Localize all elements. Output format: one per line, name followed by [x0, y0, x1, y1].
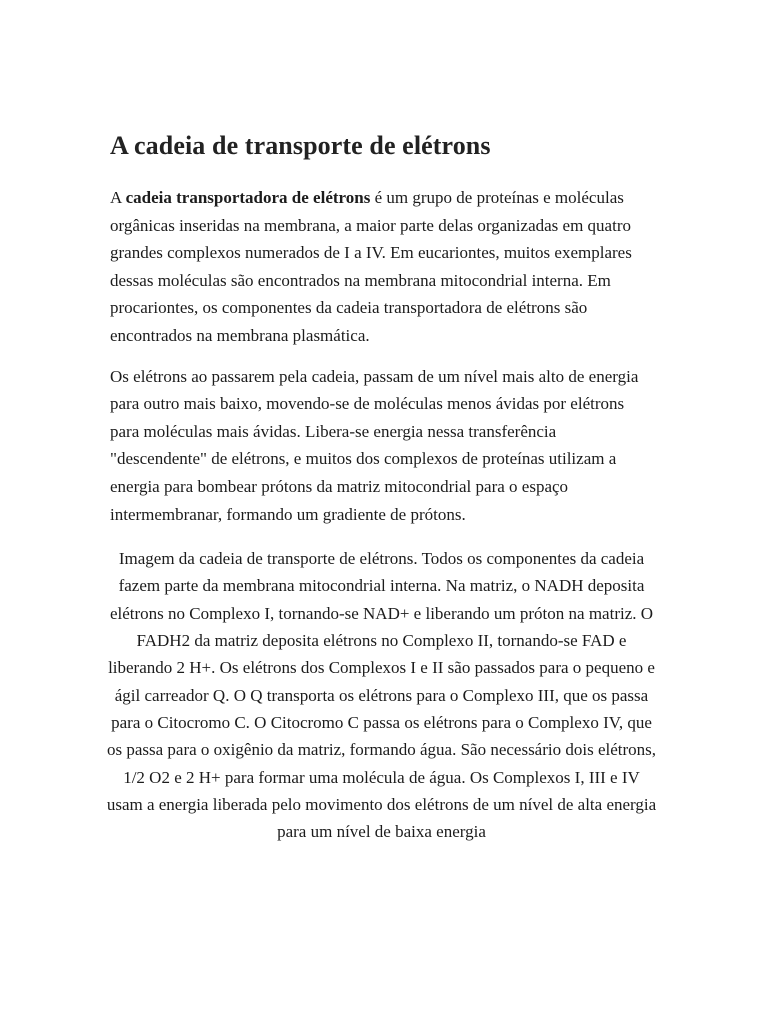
intro-bold-term: cadeia transportadora de elétrons [125, 188, 371, 207]
intro-rest: é um grupo de proteínas e moléculas orgânicas inseridas na membrana, a maior parte delas organizadas em quatro grandes complexos numerados de I a IV. Em eucariontes, muitos exemplares dessas moléculas são encontrados na membrana mitocondrial interna. Em procariontes, os componentes da cadeia transportadora de elétrons são encontrados na membrana plasmática. [110, 188, 632, 345]
document-page [106, 128, 657, 845]
paragraph-intro [110, 184, 655, 350]
image-caption: Imagem da cadeia de transporte de elétrons. Todos os componentes da cadeia fazem parte da membrana mitocondrial interna. Na matriz, o NADH deposita elétrons no Complexo I, tornando-se NAD+ e liberando um próton na matriz. O FADH2 da matriz deposita elétrons no Complexo II, tornando-se FAD e liberando 2 H+. Os elétrons dos Complexos I e II são passados para o pequeno e ágil carreador Q. O Q transporta os elétrons para o Complexo III, que os passa para o Citocromo C. O Citocromo C passa os elétrons para o Complexo IV, que os passa para o oxigênio da matriz, formando água. São necessário dois elétrons, 1/2 O2 e 2 H+ para formar uma molécula de água. Os Complexos I, III e IV usam a energia liberada pelo movimento dos elétrons de um nível de alta energia para um nível de baixa energia [106, 549, 657, 842]
article-title: A cadeia de transporte de elétrons [110, 131, 491, 160]
intro-prefix: A [110, 188, 126, 207]
paragraph-electrons: Os elétrons ao passarem pela cadeia, passam de um nível mais alto de energia para outro mais baixo, movendo-se de moléculas menos ávidas por elétrons para moléculas mais ávidas. Libera-se energia nessa transferência "descendente" de elétrons, e muitos dos complexos de proteínas utilizam a energia para bombear prótons da matriz mitocondrial para o espaço intermembranar, formando um gradiente de prótons. [110, 366, 639, 524]
